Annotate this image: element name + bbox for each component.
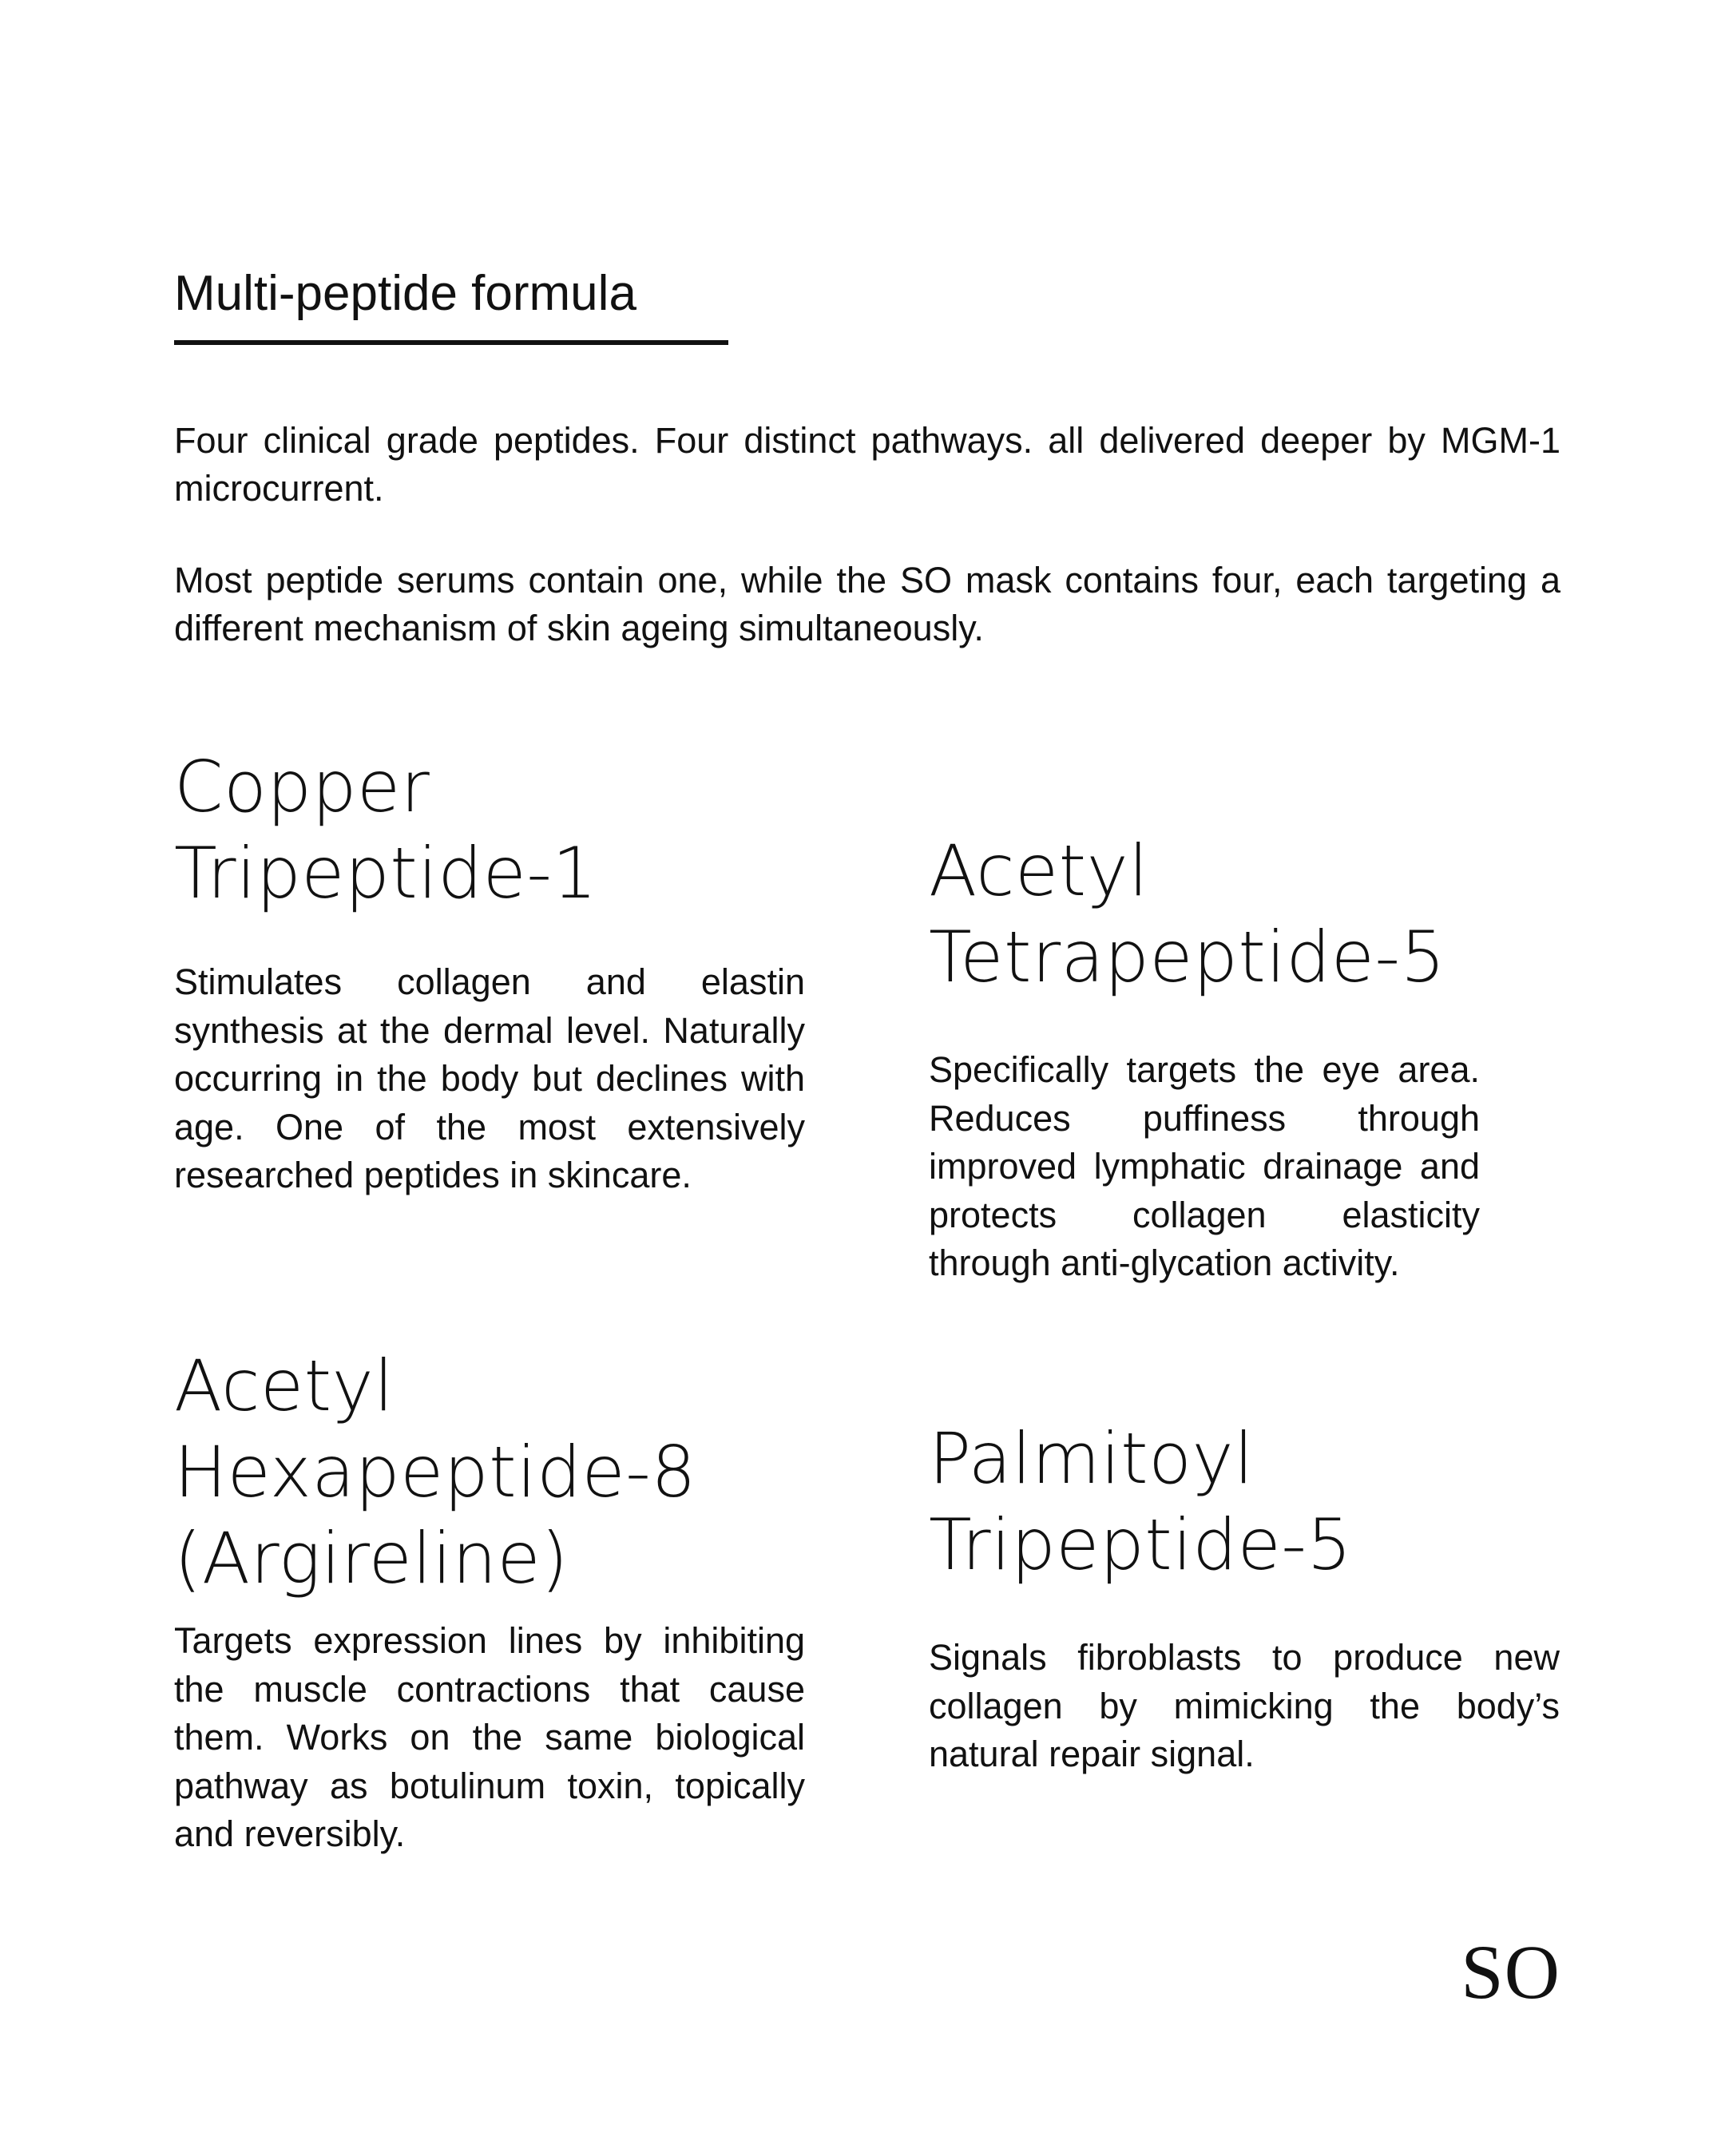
intro-paragraph: Most peptide serums contain one, while the SO mask contains four, each targeting a different mechanism of skin ageing simultaneously. xyxy=(174,560,1560,648)
peptide-name-copper-tripeptide-1 xyxy=(174,744,597,917)
peptide-name-palmitoyl-tripeptide-5 xyxy=(929,1416,1352,1588)
peptide-name-line: Hexapeptide-8 xyxy=(174,1431,696,1513)
peptide-name-line: Palmitoyl xyxy=(929,1417,1255,1500)
peptide-name-line: Tripeptide-1 xyxy=(174,832,598,914)
peptide-name-line: Acetyl xyxy=(174,1345,395,1427)
peptide-name-line: (Argireline) xyxy=(174,1517,569,1599)
peptide-description: Specifically targets the eye area. Reduces puffiness through improved lymphatic drainage and protects collagen elasticity through anti-glycation activity. xyxy=(929,1049,1480,1283)
peptide-description: Signals fibroblasts to produce new collagen by mimicking the body’s natural repair signal. xyxy=(929,1637,1560,1774)
peptide-name-line: Copper xyxy=(174,746,430,828)
title-underline xyxy=(174,340,728,345)
peptide-description: Stimulates collagen and elastin synthesis at the dermal level. Naturally occurring in the body but declines with age. One of the most extensively researched peptides in skincare. xyxy=(174,961,805,1195)
peptide-name-acetyl-hexapeptide-8 xyxy=(174,1343,696,1602)
brand-logo: SO xyxy=(1461,1929,1560,2015)
peptide-name-line: Tripeptide-5 xyxy=(929,1504,1353,1586)
page-title: Multi-peptide formula xyxy=(174,266,636,321)
peptide-name-acetyl-tetrapeptide-5 xyxy=(929,828,1445,1001)
intro-paragraph: Four clinical grade peptides. Four distinct pathways. all delivered deeper by MGM-1 microcurrent. xyxy=(174,420,1560,509)
peptide-description: Targets expression lines by inhibiting the muscle contractions that cause them. Works on the same biological pathway as botulinum toxin, topically and reversibly. xyxy=(174,1620,805,1854)
peptide-name-line: Tetrapeptide-5 xyxy=(929,916,1446,998)
peptide-name-line: Acetyl xyxy=(929,830,1149,912)
